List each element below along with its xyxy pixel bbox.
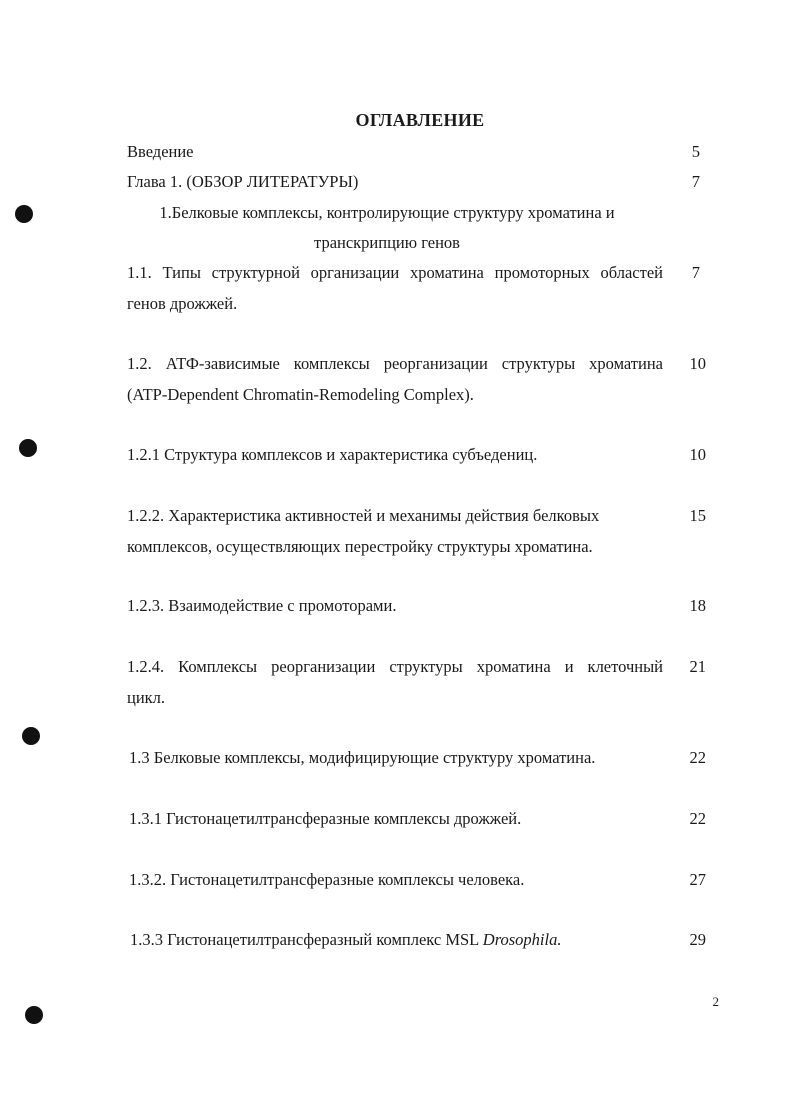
toc-page-1-1: 7 bbox=[691, 263, 700, 282]
toc-heading: ОГЛАВЛЕНИЕ bbox=[355, 110, 485, 130]
toc-page-1-2-3: 18 bbox=[689, 596, 706, 615]
toc-page-1-3-2: 27 bbox=[689, 870, 706, 889]
binder-hole bbox=[19, 439, 37, 457]
toc-entry-1-2-line1: 1.2. АТФ-зависимые комплексы реорганизации структуры хроматина bbox=[127, 354, 663, 373]
toc-entry-1-1-line2: генов дрожжей. bbox=[127, 294, 238, 313]
toc-entry-1-3-3-text: 1.3.3 Гистонацетилтрансферазный комплекс MSL bbox=[130, 930, 483, 949]
toc-page-1-2-4: 21 bbox=[689, 657, 706, 676]
toc-page-1-2-1: 10 bbox=[689, 445, 706, 464]
page-number: 2 bbox=[712, 994, 719, 1009]
toc-page-chapter1: 7 bbox=[691, 172, 700, 191]
toc-entry-1-2-2-line1: 1.2.2. Характеристика активностей и механимы действия белковых bbox=[127, 506, 600, 525]
binder-hole bbox=[25, 1006, 43, 1024]
toc-entry-1-2-3: 1.2.3. Взаимодействие с промоторами. bbox=[127, 596, 397, 615]
toc-section-title-line1: 1.Белковые комплексы, контролирующие структуру хроматина и bbox=[159, 203, 615, 222]
toc-entry-1-3-1: 1.3.1 Гистонацетилтрансферазные комплексы дрожжей. bbox=[129, 809, 522, 828]
toc-entry-1-2-1: 1.2.1 Структура комплексов и характеристика субъедениц. bbox=[127, 445, 538, 464]
toc-entry-chapter1: Глава 1. (ОБЗОР ЛИТЕРАТУРЫ) bbox=[127, 172, 359, 191]
toc-entry-1-2-2-line2: комплексов, осуществляющих перестройку структуры хроматина. bbox=[127, 537, 593, 556]
toc-entry-1-3-3-species: Drosophila. bbox=[482, 930, 562, 949]
toc-section-title-line2: транскрипцию генов bbox=[314, 233, 460, 252]
toc-page-1-2: 10 bbox=[689, 354, 706, 373]
toc-entry-1-2-line2: (ATP-Dependent Chromatin-Remodeling Complex). bbox=[127, 385, 474, 404]
toc-page-1-3-3: 29 bbox=[689, 930, 706, 949]
toc-page-1-3: 22 bbox=[689, 748, 706, 767]
binder-hole bbox=[15, 205, 33, 223]
toc-entry-1-2-4-line2: цикл. bbox=[127, 688, 166, 707]
toc-entry-1-2-4-line1: 1.2.4. Комплексы реорганизации структуры хроматина и клеточный bbox=[127, 657, 663, 676]
binder-hole bbox=[22, 727, 40, 745]
toc-page-1-3-1: 22 bbox=[689, 809, 706, 828]
toc-entry-intro: Введение bbox=[127, 142, 194, 161]
toc-entry-1-3-2: 1.3.2. Гистонацетилтрансферазные комплексы человека. bbox=[129, 870, 525, 889]
toc-page-1-2-2: 15 bbox=[689, 506, 706, 525]
toc-entry-1-1-line1: 1.1. Типы структурной организации хроматина промоторных областей bbox=[127, 263, 663, 282]
toc-entry-1-3-3 bbox=[130, 925, 561, 955]
toc-entry-1-3: 1.3 Белковые комплексы, модифицирующие структуру хроматина. bbox=[129, 748, 596, 767]
toc-page-intro: 5 bbox=[691, 142, 700, 161]
